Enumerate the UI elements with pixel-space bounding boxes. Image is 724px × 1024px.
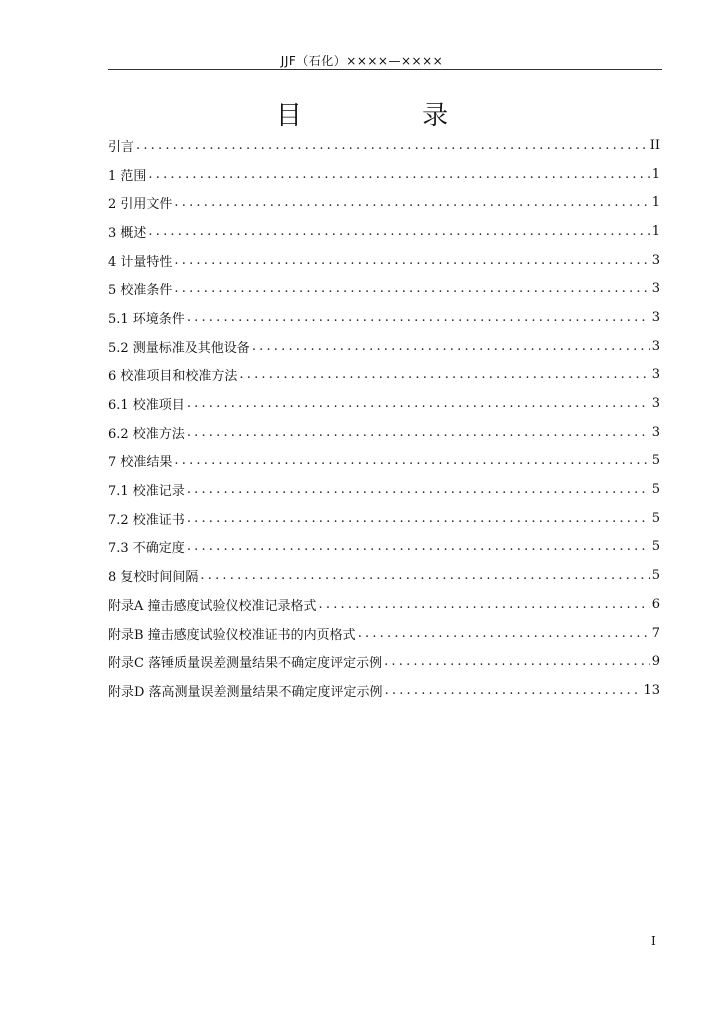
toc-entry-page: 3 [651,424,660,440]
toc-dot-leader [174,253,649,268]
toc-dot-leader [384,654,650,669]
toc-entry-label: 附录C 落锤质量误差测量结果不确定度评定示例 [108,656,383,672]
toc-dot-leader [358,626,650,641]
toc-entry-page: 3 [651,281,660,297]
toc-entry-page: 1 [651,166,660,182]
toc-entry[interactable] [108,361,660,390]
toc-entry-page: 3 [651,309,660,325]
toc-dot-leader [148,167,649,182]
toc-entry-page: 3 [651,367,660,383]
toc-entry-label: 5 校准条件 [108,283,173,299]
toc-entry-page: 6 [651,596,660,612]
toc-entry-label: 7.1 校准记录 [108,484,185,500]
toc-entry-label: 6.2 校准方法 [108,426,185,442]
toc-entry[interactable] [108,217,660,246]
table-of-contents [108,131,660,705]
toc-entry[interactable] [108,188,660,217]
toc-entry[interactable] [108,561,660,590]
toc-dot-leader [200,568,649,583]
toc-entry-label: 5.2 测量标准及其他设备 [108,340,250,356]
toc-entry-label: 7.3 不确定度 [108,541,185,557]
toc-dot-leader [187,396,650,411]
toc-dot-leader [187,425,650,440]
toc-entry[interactable] [108,475,660,504]
toc-entry[interactable] [108,676,660,705]
toc-dot-leader [174,281,649,296]
toc-entry[interactable] [108,160,660,189]
toc-entry[interactable] [108,131,660,160]
toc-entry-page: 3 [651,252,660,268]
toc-entry-page: 1 [651,195,660,211]
toc-entry-label: 8 复校时间间隔 [108,570,199,586]
toc-dot-leader [174,453,649,468]
toc-entry-page: 5 [651,453,660,469]
toc-entry-page: 5 [651,539,660,555]
toc-entry[interactable] [108,389,660,418]
toc-dot-leader [187,482,650,497]
toc-dot-leader [187,310,650,325]
header-rule [108,69,662,70]
toc-entry-label: 7.2 校准证书 [108,512,185,528]
toc-entry[interactable] [108,647,660,676]
toc-entry-page: II [649,137,660,153]
toc-dot-leader [187,539,650,554]
toc-entry-page: 3 [651,396,660,412]
toc-entry[interactable] [108,619,660,648]
toc-entry-label: 引言 [108,139,135,155]
toc-entry-label: 7 校准结果 [108,455,173,471]
toc-entry[interactable] [108,504,660,533]
toc-entry-label: 2 引用文件 [108,197,173,213]
toc-entry-page: 3 [651,338,660,354]
toc-entry[interactable] [108,246,660,275]
toc-dot-leader [136,138,648,153]
toc-entry[interactable] [108,533,660,562]
toc-entry-label: 附录D 落高测量误差测量结果不确定度评定示例 [108,684,383,700]
toc-dot-leader [239,367,649,382]
toc-entry-label: 1 范围 [108,168,147,184]
toc-entry-label: 4 计量特性 [108,254,173,270]
toc-dot-leader [319,597,650,612]
toc-dot-leader [187,511,650,526]
toc-entry-label: 附录B 撞击感度试验仪校准证书的内页格式 [108,627,356,643]
toc-entry-label: 附录A 撞击感度试验仪校准记录格式 [108,598,317,614]
toc-dot-leader [174,195,649,210]
toc-dot-leader [385,683,642,698]
toc-entry-label: 5.1 环境条件 [108,311,185,327]
toc-entry-label: 3 概述 [108,225,147,241]
toc-entry[interactable] [108,418,660,447]
toc-entry-page: 1 [651,223,660,239]
toc-entry[interactable] [108,274,660,303]
page-title: 目 录 [275,101,505,131]
toc-entry[interactable] [108,447,660,476]
toc-entry-page: 9 [651,654,660,670]
toc-entry-label: 6 校准项目和校准方法 [108,369,238,385]
toc-entry[interactable] [108,332,660,361]
page-number: I [651,934,656,948]
running-header: JJF（石化）××××—×××× [280,54,444,68]
toc-dot-leader [148,224,649,239]
toc-entry-page: 7 [651,625,660,641]
toc-dot-leader [252,339,650,354]
toc-entry-page: 5 [651,568,660,584]
toc-entry[interactable] [108,303,660,332]
toc-entry-page: 13 [643,682,660,698]
toc-entry[interactable] [108,590,660,619]
toc-entry-page: 5 [651,482,660,498]
toc-entry-label: 6.1 校准项目 [108,398,185,414]
toc-entry-page: 5 [651,510,660,526]
